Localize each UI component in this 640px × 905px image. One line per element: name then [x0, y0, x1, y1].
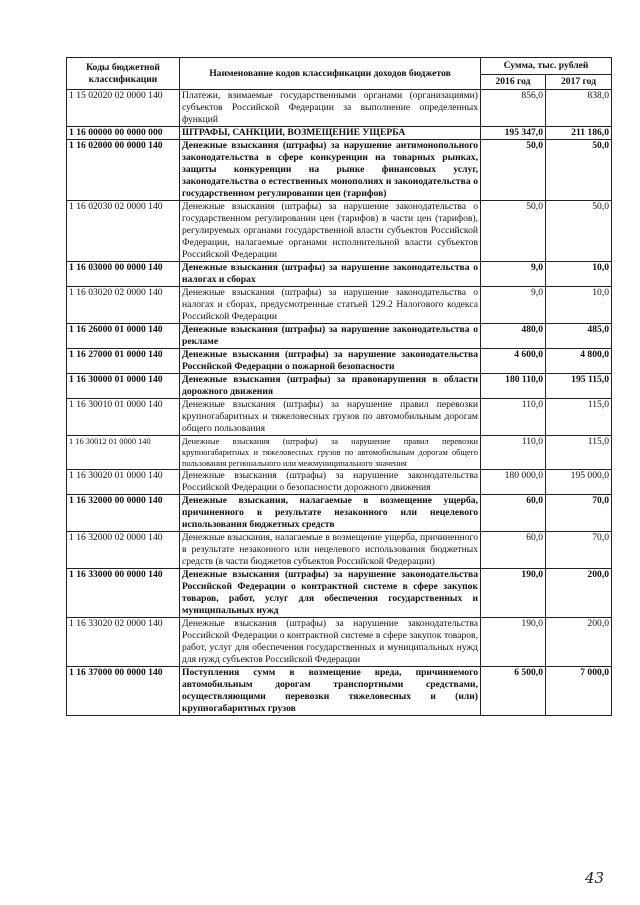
amount-2017-cell: 10,0: [546, 262, 612, 287]
amount-2017-cell: 10,0: [546, 287, 612, 324]
table-row: [67, 90, 612, 127]
revenue-name-cell: Поступления сумм в возмещение вреда, причиняемого автомобильным дорогам транспортными средствами, осуществляющими перевозки тяжеловесных и (или) крупногабаритных грузов: [180, 667, 481, 716]
amount-2016-cell: 9,0: [481, 262, 546, 287]
header-year-2017: 2017 год: [546, 74, 612, 89]
amount-2016-cell: 60,0: [481, 495, 546, 532]
revenue-name-cell: Денежные взыскания (штрафы) за нарушение правил перевозки крупногабаритных и тяжеловесных грузов по автомобильным дорогам общего пользования регионального или межмуниципального значения: [180, 436, 481, 470]
table-body: [67, 90, 612, 716]
revenue-name-cell: Денежные взыскания (штрафы) за правонарушения в области дорожного движения: [180, 374, 481, 399]
table-row: [67, 262, 612, 287]
amount-2017-cell: 7 000,0: [546, 667, 612, 716]
amount-2017-cell: 70,0: [546, 532, 612, 569]
amount-2017-cell: 195 000,0: [546, 470, 612, 495]
amount-2017-cell: 70,0: [546, 495, 612, 532]
budget-code-cell: 1 16 03020 02 0000 140: [67, 287, 180, 324]
amount-2016-cell: 856,0: [481, 90, 546, 127]
budget-revenue-table: [66, 57, 612, 716]
amount-2017-cell: 838,0: [546, 90, 612, 127]
budget-code-cell: 1 16 02000 00 0000 140: [67, 140, 180, 201]
amount-2017-cell: 200,0: [546, 618, 612, 667]
table-row: [67, 374, 612, 399]
revenue-name-cell: Денежные взыскания (штрафы) за нарушение правил перевозки крупногабаритных и тяжеловесных грузов по автомобильным дорогам общего пользования: [180, 399, 481, 436]
amount-2017-cell: 4 800,0: [546, 349, 612, 374]
budget-code-cell: 1 16 32000 02 0000 140: [67, 532, 180, 569]
budget-code-cell: 1 16 30000 01 0000 140: [67, 374, 180, 399]
budget-code-cell: 1 16 26000 01 0000 140: [67, 324, 180, 349]
amount-2017-cell: 115,0: [546, 399, 612, 436]
amount-2016-cell: 60,0: [481, 532, 546, 569]
amount-2016-cell: 4 600,0: [481, 349, 546, 374]
amount-2016-cell: 50,0: [481, 140, 546, 201]
table-row: [67, 140, 612, 201]
budget-code-cell: 1 16 00000 00 0000 000: [67, 127, 180, 140]
amount-2016-cell: 9,0: [481, 287, 546, 324]
revenue-name-cell: Денежные взыскания (штрафы) за нарушение законодательства Российской Федерации о контрактной системе в сфере закупок товаров, работ, услуг для обеспечения государственных и муниципальных нужд для нужд субъектов Российской Федерации: [180, 618, 481, 667]
table-row: [67, 667, 612, 716]
budget-code-cell: 1 15 02020 02 0000 140: [67, 90, 180, 127]
table-row: [67, 569, 612, 618]
header-sum-column: Сумма, тыс. рублей: [481, 58, 612, 75]
revenue-name-cell: Денежные взыскания (штрафы) за нарушение законодательства Российской Федерации о безопасности дорожного движения: [180, 470, 481, 495]
revenue-name-cell: Денежные взыскания (штрафы) за нарушение законодательства Российской Федерации о контрактной системе в сфере закупок товаров, работ, услуг для обеспечения государственных и муниципальных нужд: [180, 569, 481, 618]
amount-2016-cell: 50,0: [481, 201, 546, 262]
table-row: [67, 532, 612, 569]
amount-2016-cell: 190,0: [481, 569, 546, 618]
revenue-name-cell: Денежные взыскания (штрафы) за нарушение законодательства Российской Федерации о пожарной безопасности: [180, 349, 481, 374]
amount-2016-cell: 180 110,0: [481, 374, 546, 399]
table-row: [67, 618, 612, 667]
budget-code-cell: 1 16 30010 01 0000 140: [67, 399, 180, 436]
table-row: [67, 470, 612, 495]
revenue-name-cell: Платежи, взимаемые государственными органами (организациями) субъектов Российской Федерации за выполнение определенных функций: [180, 90, 481, 127]
revenue-name-cell: Денежные взыскания (штрафы) за нарушение законодательства о государственном регулировании цен (тарифов) в части цен (тарифов), регулируемых органами государственной власти субъектов Российской Федерации, налагаемые органами исполнительной власти субъектов Российской Федерации: [180, 201, 481, 262]
budget-code-cell: 1 16 27000 01 0000 140: [67, 349, 180, 374]
header-code-column: Коды бюджетной классификации: [67, 58, 180, 90]
revenue-name-cell: ШТРАФЫ, САНКЦИИ, ВОЗМЕЩЕНИЕ УЩЕРБА: [180, 127, 481, 140]
amount-2017-cell: 115,0: [546, 436, 612, 470]
table-row: [67, 127, 612, 140]
amount-2017-cell: 50,0: [546, 140, 612, 201]
budget-code-cell: 1 16 37000 00 0000 140: [67, 667, 180, 716]
revenue-name-cell: Денежные взыскания (штрафы) за нарушение законодательства о налогах и сборах, предусмотренные статьей 129.2 Налогового кодекса Российской Федерации: [180, 287, 481, 324]
amount-2017-cell: 195 115,0: [546, 374, 612, 399]
budget-code-cell: 1 16 03000 00 0000 140: [67, 262, 180, 287]
header-name-column: Наименование кодов классификации доходов бюджетов: [180, 58, 481, 90]
table-row: [67, 349, 612, 374]
table-row: [67, 287, 612, 324]
budget-code-cell: 1 16 02030 02 0000 140: [67, 201, 180, 262]
revenue-name-cell: Денежные взыскания, налагаемые в возмещение ущерба, причиненного в результате незаконного или нецелевого использования бюджетных средств (в части бюджетов субъектов Российской Федерации): [180, 532, 481, 569]
amount-2016-cell: 180 000,0: [481, 470, 546, 495]
revenue-name-cell: Денежные взыскания (штрафы) за нарушение законодательства о налогах и сборах: [180, 262, 481, 287]
table-row: [67, 399, 612, 436]
revenue-name-cell: Денежные взыскания (штрафы) за нарушение антимонопольного законодательства в сфере конкуренции на товарных рынках, защиты конкуренции на рынке финансовых услуг, законодательства о естественных монополиях и законодательства о государственном регулировании цен (тарифов): [180, 140, 481, 201]
table-row: [67, 436, 612, 470]
header-year-2016: 2016 год: [481, 74, 546, 89]
amount-2016-cell: 6 500,0: [481, 667, 546, 716]
revenue-name-cell: Денежные взыскания (штрафы) за нарушение законодательства о рекламе: [180, 324, 481, 349]
amount-2016-cell: 195 347,0: [481, 127, 546, 140]
table-row: [67, 201, 612, 262]
table-row: [67, 324, 612, 349]
revenue-name-cell: Денежные взыскания, налагаемые в возмещение ущерба, причиненного в результате незаконного или нецелевого использования бюджетных средств: [180, 495, 481, 532]
amount-2016-cell: 110,0: [481, 436, 546, 470]
budget-code-cell: 1 16 33000 00 0000 140: [67, 569, 180, 618]
amount-2017-cell: 211 186,0: [546, 127, 612, 140]
budget-code-cell: 1 16 32000 00 0000 140: [67, 495, 180, 532]
amount-2016-cell: 480,0: [481, 324, 546, 349]
page-number: 43: [585, 869, 605, 887]
budget-code-cell: 1 16 30020 01 0000 140: [67, 470, 180, 495]
budget-code-cell: 1 16 30012 01 0000 140: [67, 436, 180, 470]
amount-2016-cell: 110,0: [481, 399, 546, 436]
amount-2017-cell: 200,0: [546, 569, 612, 618]
table-row: [67, 495, 612, 532]
amount-2017-cell: 485,0: [546, 324, 612, 349]
amount-2016-cell: 190,0: [481, 618, 546, 667]
amount-2017-cell: 50,0: [546, 201, 612, 262]
budget-code-cell: 1 16 33020 02 0000 140: [67, 618, 180, 667]
